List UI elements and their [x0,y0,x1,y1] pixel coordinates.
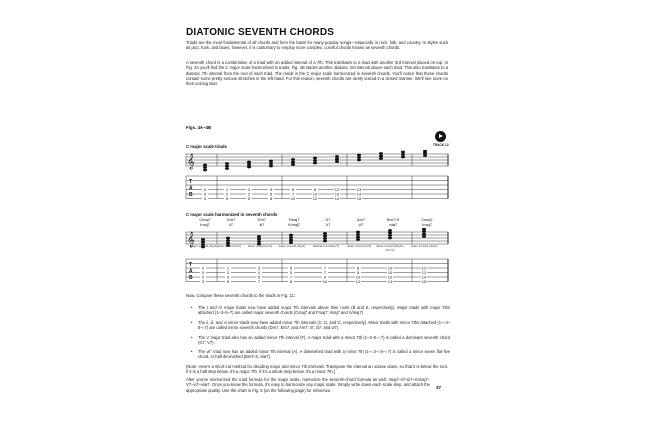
chord-quality-label: major seventh (maj7) [278,244,306,248]
tab-letter-b: B [189,192,193,198]
intro-paragraph: Triads are the most fundamental of all chords and form the basis for many popular songs—especially in rock, folk, and country. In styles such as jazz, funk, and blues, however, it is customary to employ more complex, colorful chords known as seventh chords. [186,40,448,51]
tab-fret-number: 12 [355,278,361,284]
example-a-notation-staff [183,150,453,174]
tab-fret-number: 2 [201,274,205,280]
tab-fret-number: 7 [291,191,295,197]
tab-fret-number: 9 [356,269,360,275]
tab-fret-number: 10 [290,195,296,201]
tab-fret-number: 5 [289,265,293,271]
tab-fret-number: 0 [203,191,207,197]
track-badge[interactable] [433,131,447,147]
tab-fret-number: 5 [225,195,229,201]
example-b-tab-staff [183,257,453,285]
audio-track-icon [435,131,446,142]
tab-fret-number: 10 [312,191,318,197]
bullet-item: • The I and IV major triads now have added major 7th intervals above their roots (B and E, respectively). Major triads with major 7ths attached (1–3–5–7) are called major seventh chords (Cmaj7 and Fmaj7; Imaj7 and IVmaj7). [198,305,450,316]
chord-quality-label: dominant seventh (7) [312,244,340,248]
tab-fret-number: 12 [421,265,427,271]
tab-fret-number: 5 [269,186,273,192]
tab-fret-number: 3 [257,265,261,271]
tab-fret-number: 5 [226,278,230,284]
bullet-item: • The ii, iii, and vi minor triads now have added minor 7th intervals (C, D, and G, respectively). Minor triads with minor 7ths attached (1–♭3–5–♭7) are called minor seventh chords (Dm7, Em7, and Am7; ii7, iii7, and vi7). [198,320,450,331]
tab-fret-number: 15 [356,195,362,201]
chord-quality-label: minor seventh flat-five (m7♭5) [376,244,404,252]
chord-symbol: Dm7 ii7 [226,217,236,227]
tab-fret-number: 2 [247,191,251,197]
tab-fret-number: 5 [289,269,293,275]
tab-fret-number: 13 [356,186,362,192]
seventh-chord-paragraph: A seventh chord is a combination of a triad with an added interval of a 7th. This translates to a triad with another 3rd interval placed on top. In Fig. 4A you'll find the C major scale harmonized in triads. Fig. 4B stacks another diatonic 3rd interval above each triad. This also translates to a diatonic 7th interval from the root of each triad. The result is the C major scale harmonized in seventh chords. You'll notice that these chords contain some pretty serious stretches in the left hand. For this reason, seventh chords are rarely voiced in a closed manner. We'll see more on their voicing later. [186,60,448,87]
tab-fret-number: 0 [201,269,205,275]
tab-fret-number: 1 [225,186,229,192]
tab-fret-number: 8 [291,186,295,192]
tab-fret-number: 7 [323,265,327,271]
section-heading: DIATONIC SEVENTH CHORDS [186,27,335,38]
chord-symbol: Fmaj7 IVmaj7 [287,217,301,227]
tab-fret-number: 0 [201,265,205,271]
tab-letter-a: A [189,268,193,275]
tab-fret-number: 2 [226,269,230,275]
tab-fret-number: 14 [356,191,362,197]
tab-fret-number: 3 [201,278,205,284]
tab-letter-t: T [189,179,193,185]
tab-fret-number: 10 [322,278,328,284]
chord-quality-label: major seventh (maj7) [410,244,438,248]
chord-symbol: Cmaj7 Imaj7 [421,217,433,227]
tab-fret-number: 3 [203,195,207,201]
tab-fret-number: 8 [269,195,273,201]
tab-fret-number: 5 [269,191,273,197]
page-number: 37 [436,385,442,390]
tab-fret-number: 7 [289,274,293,280]
tab-fret-number: 14 [334,195,340,201]
chord-symbol: Bm7♭5 viiø7 [387,217,399,227]
tab-fret-number: 14 [387,278,393,284]
tab-fret-number: 9 [323,274,327,280]
tab-fret-number: 8 [313,186,317,192]
tab-fret-number: 4 [257,269,261,275]
example-b-title: C major scale harmonized in seventh chords [186,212,278,217]
tab-fret-number: 10 [355,274,361,280]
tab-fret-number: 8 [356,265,360,271]
tab-fret-number: 3 [247,186,251,192]
chord-symbol: Am7 vi7 [357,217,365,227]
tab-letter-t: T [189,262,193,268]
bullet-item: • The vii° triad now has an added minor 7th interval (A). A diminished triad with a minor 7th (1–♭3–♭5–♭7) is called a minor seven flat-five chord, or half diminished (Bm7♭5; viiø7). [198,349,450,360]
tab-fret-number: 7 [257,278,261,284]
tab-fret-number: 10 [387,265,393,271]
treble-clef-icon: 𝄞 [187,154,195,170]
tab-fret-number: 10 [334,191,340,197]
track-label: TRACK 12 [433,143,449,147]
tab-fret-number: 2 [225,191,229,197]
closing-paragraph: After you've memorized the triad formula for the major scale, memorize the seventh-chord formula as well: Imaj7–ii7–iii7–IVmaj7–V7–vi7–viiø7. Once you know the formula, it's easy to harmonize any major scale. Simply write down each scale step, and attach the appropriate quality. Use the chart in Fig. 5 (on the following page) for reference. [186,377,430,393]
chord-quality-label: minor seventh (m7) [216,244,242,248]
tab-fret-number: 15 [421,278,427,284]
chord-symbol: G7 V7 [325,217,331,227]
tab-fret-number: 3 [226,274,230,280]
tab-letter-a: A [189,185,193,192]
chord-symbol: Cmaj7 Imaj7 [199,217,211,227]
tab-fret-number: 12 [387,274,393,280]
figure-label: Figs. 4A–4B [186,125,212,130]
chord-symbol: Em7 iii7 [258,217,266,227]
tab-fret-number: 8 [289,278,293,284]
example-a-tab-staff [183,174,453,202]
bullet-item: • The V major triad also has an added minor 7th interval (F). A major triad with a minor 7th (1–3–5–♭7) is called a dominant seventh chord (G7; V7). [198,335,450,346]
tab-fret-number: 5 [247,195,251,201]
tab-fret-number: 0 [203,186,207,192]
tab-fret-number: 7 [323,269,327,275]
chord-quality-label: major seventh (maj7) [190,244,218,248]
example-a-title: C major scale triads [186,144,227,149]
tab-fret-number: 14 [421,274,427,280]
tab-letter-b: B [189,275,193,281]
treble-clef-icon: 𝄞 [187,232,195,248]
tab-fret-number: 1 [226,265,230,271]
tab-fret-number: 12 [421,269,427,275]
chord-quality-label: minor seventh (m7) [247,244,273,248]
compare-sentence: Now, compare these seventh chords to the triads in Fig. 1C: [186,293,296,298]
tab-fret-number: 5 [257,274,261,280]
tab-fret-number: 12 [312,195,318,201]
note-paragraph: (Note: Here's a short-cut method for deciding major and minor 7th intervals: Transpose the interval an octave down, so that it is below the root. If it is a half step below, it's a major 7th. If it's a whole step below, it's a minor 7th.) [186,364,448,375]
chord-quality-label: minor seventh (m7) [346,244,372,248]
tab-fret-number: 10 [387,269,393,275]
tab-fret-number: 12 [334,186,340,192]
